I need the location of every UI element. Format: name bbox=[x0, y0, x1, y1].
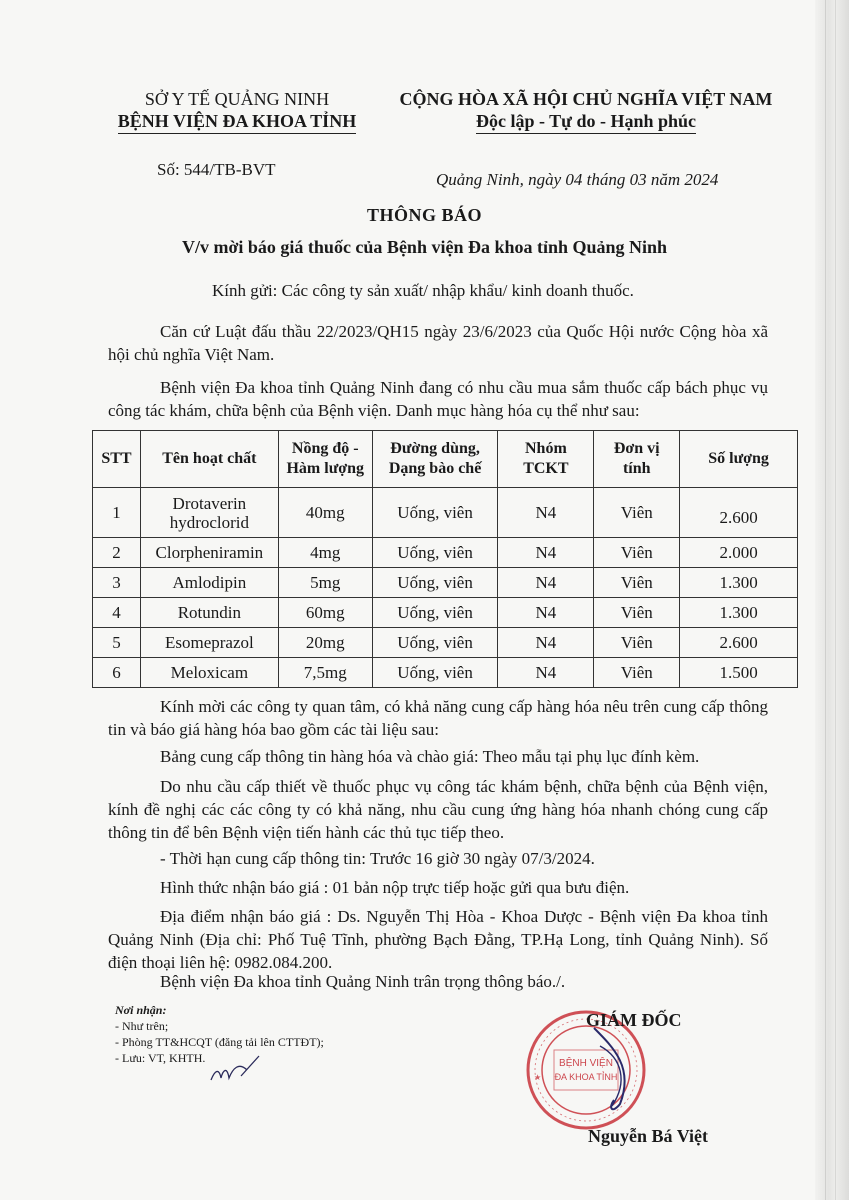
recipient-item: - Như trên; bbox=[115, 1019, 169, 1033]
table-header-row bbox=[93, 431, 798, 488]
cell-qty: 1.500 bbox=[680, 658, 798, 688]
document-subtitle: V/v mời báo giá thuốc của Bệnh viện Đa khoa tỉnh Quảng Ninh bbox=[181, 237, 668, 257]
cell-name: Meloxicam bbox=[140, 658, 278, 688]
svg-text:ĐA KHOA TỈNH: ĐA KHOA TỈNH bbox=[554, 1072, 618, 1082]
initials-signature-icon bbox=[207, 1050, 267, 1090]
national-header bbox=[386, 88, 786, 134]
national-title: CỘNG HÒA XÃ HỘI CHỦ NGHĨA VIỆT NAM bbox=[399, 89, 773, 109]
cell-stt: 2 bbox=[93, 538, 141, 568]
paragraph-need bbox=[108, 376, 768, 422]
paragraph-deadline bbox=[108, 847, 768, 870]
paragraph-closing bbox=[108, 970, 768, 993]
cell-name: Clorpheniramin bbox=[140, 538, 278, 568]
cell-unit: Viên bbox=[594, 658, 680, 688]
cell-stt: 3 bbox=[93, 568, 141, 598]
cell-unit: Viên bbox=[594, 628, 680, 658]
cell-unit: Viên bbox=[594, 568, 680, 598]
cell-group: N4 bbox=[498, 598, 594, 628]
national-motto: Độc lập - Tự do - Hạnh phúc bbox=[476, 110, 696, 134]
cell-qty: 1.300 bbox=[680, 598, 798, 628]
document-title: THÔNG BÁO bbox=[366, 205, 482, 225]
paragraph-text: Do nhu cầu cấp thiết về thuốc phục vụ công tác khám bệnh, chữa bệnh của Bệnh viện, kính đề nghị các các công ty có khả năng, nhu cầu cung ứng hàng hóa nhanh chóng cung cấp thông tin để bên Bệnh viện tiến hành các thủ tục tiếp theo. bbox=[108, 777, 768, 842]
col-header-route: Đường dùng, Dạng bào chế bbox=[372, 431, 498, 488]
cell-route: Uống, viên bbox=[372, 538, 498, 568]
recipient-item: - Phòng TT&HCQT (đăng tải lên CTTĐT); bbox=[115, 1035, 324, 1049]
paragraph-text: Bệnh viện Đa khoa tỉnh Quảng Ninh đang có nhu cầu mua sắm thuốc cấp bách phục vụ công tác khám, chữa bệnh của Bệnh viện. Danh mục hàng hóa cụ thể như sau: bbox=[108, 378, 768, 420]
cell-name: Rotundin bbox=[140, 598, 278, 628]
recipients-title: Nơi nhận: bbox=[115, 1003, 167, 1017]
medicine-table bbox=[92, 430, 798, 688]
cell-strength: 5mg bbox=[278, 568, 372, 598]
document-date: Quảng Ninh, ngày 04 tháng 03 năm 2024 bbox=[436, 170, 719, 189]
table-row bbox=[93, 568, 798, 598]
paragraph-text: Hình thức nhận báo giá : 01 bản nộp trực tiếp hoặc gửi qua bưu điện. bbox=[160, 878, 630, 897]
cell-qty: 2.600 bbox=[680, 628, 798, 658]
paragraph-text: Địa điểm nhận báo giá : Ds. Nguyễn Thị Hòa - Khoa Dược - Bệnh viện Đa khoa tỉnh Quảng Ninh (Địa chỉ: Phố Tuệ Tĩnh, phường Bạch Đằng, TP.Hạ Long, tỉnh Quảng Ninh). Số điện thoại liên hệ: 0982.084.200. bbox=[108, 907, 768, 972]
document-number: Số: 544/TB-BVT bbox=[157, 160, 276, 179]
scanned-page-edge bbox=[815, 0, 849, 1200]
paragraph-form bbox=[108, 745, 768, 768]
cell-stt: 1 bbox=[93, 488, 141, 538]
cell-unit: Viên bbox=[594, 598, 680, 628]
cell-name: Drotaverin hydroclorid bbox=[140, 488, 278, 538]
cell-stt: 5 bbox=[93, 628, 141, 658]
cell-group: N4 bbox=[498, 568, 594, 598]
col-header-unit: Đơn vị tính bbox=[594, 431, 680, 488]
col-header-stt: STT bbox=[93, 431, 141, 488]
recipient-item: - Lưu: VT, KHTH. bbox=[115, 1051, 206, 1065]
cell-name: Esomeprazol bbox=[140, 628, 278, 658]
paragraph-text: Kính mời các công ty quan tâm, có khả năng cung cấp hàng hóa nêu trên cung cấp thông tin và báo giá hàng hóa bao gồm các tài liệu sau: bbox=[108, 697, 768, 739]
recipient-line: Kính gửi: Các công ty sản xuất/ nhập khẩu/ kinh doanh thuốc. bbox=[212, 281, 634, 300]
table-row bbox=[93, 628, 798, 658]
paragraph-legal-basis bbox=[108, 320, 768, 366]
col-header-strength: Nồng độ - Hàm lượng bbox=[278, 431, 372, 488]
cell-group: N4 bbox=[498, 658, 594, 688]
col-header-qty: Số lượng bbox=[680, 431, 798, 488]
cell-strength: 7,5mg bbox=[278, 658, 372, 688]
cell-group: N4 bbox=[498, 628, 594, 658]
cell-strength: 4mg bbox=[278, 538, 372, 568]
cell-name: Amlodipin bbox=[140, 568, 278, 598]
cell-qty: 1.300 bbox=[680, 568, 798, 598]
paragraph-urgent bbox=[108, 775, 768, 844]
paragraph-place bbox=[108, 905, 768, 974]
paragraph-text: Bảng cung cấp thông tin hàng hóa và chào giá: Theo mẫu tại phụ lục đính kèm. bbox=[160, 747, 700, 766]
cell-route: Uống, viên bbox=[372, 568, 498, 598]
table-row bbox=[93, 658, 798, 688]
col-header-name: Tên hoạt chất bbox=[140, 431, 278, 488]
cell-group: N4 bbox=[498, 538, 594, 568]
cell-strength: 20mg bbox=[278, 628, 372, 658]
cell-qty: 2.000 bbox=[680, 538, 798, 568]
cell-route: Uống, viên bbox=[372, 628, 498, 658]
table-row bbox=[93, 598, 798, 628]
table-row bbox=[93, 488, 798, 538]
paragraph-invite bbox=[108, 695, 768, 741]
paragraph-text: - Thời hạn cung cấp thông tin: Trước 16 giờ 30 ngày 07/3/2024. bbox=[160, 849, 595, 868]
svg-text:BỆNH VIỆN: BỆNH VIỆN bbox=[559, 1058, 613, 1069]
agency-header bbox=[92, 88, 382, 134]
cell-stt: 6 bbox=[93, 658, 141, 688]
agency-parent: SỞ Y TẾ QUẢNG NINH bbox=[144, 89, 330, 109]
col-header-group: Nhóm TCKT bbox=[498, 431, 594, 488]
cell-unit: Viên bbox=[594, 488, 680, 538]
cell-unit: Viên bbox=[594, 538, 680, 568]
paragraph-method bbox=[108, 876, 768, 899]
cell-stt: 4 bbox=[93, 598, 141, 628]
table-row bbox=[93, 538, 798, 568]
agency-name: BỆNH VIỆN ĐA KHOA TỈNH bbox=[118, 110, 356, 134]
cell-strength: 60mg bbox=[278, 598, 372, 628]
cell-qty: 2.600 bbox=[680, 488, 798, 538]
cell-route: Uống, viên bbox=[372, 488, 498, 538]
signatory-position: GIÁM ĐỐC bbox=[586, 1010, 682, 1030]
signatory-name: Nguyễn Bá Việt bbox=[588, 1126, 709, 1146]
cell-group: N4 bbox=[498, 488, 594, 538]
paragraph-text: Căn cứ Luật đấu thầu 22/2023/QH15 ngày 23/6/2023 của Quốc Hội nước Cộng hòa xã hội chủ nghĩa Việt Nam. bbox=[108, 322, 768, 364]
cell-strength: 40mg bbox=[278, 488, 372, 538]
svg-text:★: ★ bbox=[534, 1073, 542, 1082]
cell-route: Uống, viên bbox=[372, 598, 498, 628]
cell-route: Uống, viên bbox=[372, 658, 498, 688]
paragraph-text: Bệnh viện Đa khoa tỉnh Quảng Ninh trân trọng thông báo./. bbox=[160, 972, 566, 991]
